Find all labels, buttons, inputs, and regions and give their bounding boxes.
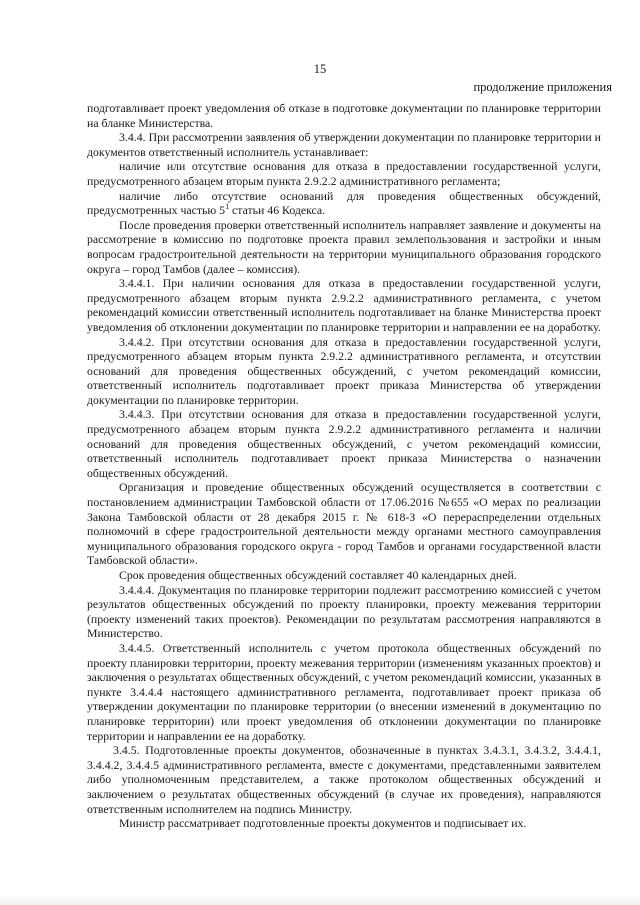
document-body <box>87 101 601 831</box>
scan-edge <box>0 895 640 905</box>
paragraph: подготавливает проект уведомления об отказе в подготовке документации по планировке территории на бланке Министерства. <box>87 101 601 130</box>
superscript: 1 <box>225 202 230 212</box>
paragraph: После проведения проверки ответственный исполнитель направляет заявление и документы на рассмотрение в комиссию по подготовке проекта правил землепользования и застройки и иным вопросам градостроительной деятельности на территории муниципального образования городского округа – город Тамбов (далее – комиссия). <box>87 217 601 276</box>
paragraph: 3.4.4. При рассмотрении заявления об утверждении документации по планировке территории и документов ответственный исполнитель устанавливает: <box>87 130 601 159</box>
paragraph: Организация и проведение общественных обсуждений осуществляется в соответствии с постановлением администрации Тамбовской области от 17.06.2016 №655 «О мерах по реализации Закона Тамбовской области от 28 декабря 2015 г. № 618-З «О перераспределении отдельных полномочий в сфере градостроительной деятельности между органами местного самоуправления муниципального образования городского округа - город Тамбов и органами государственной власти Тамбовской области». <box>87 480 601 568</box>
paragraph: наличие или отсутствие основания для отказа в предоставлении государственной услуги, предусмотренного абзацем вторым пункта 2.9.2.2 административного регламента; <box>87 159 601 188</box>
paragraph: Срок проведения общественных обсуждений составляет 40 календарных дней. <box>119 568 517 582</box>
paragraph: 3.4.4.1. При наличии основания для отказа в предоставлении государственной услуги, предусмотренного абзацем вторым пункта 2.9.2.2 административного регламента, с учетом рекомендаций комиссии ответственный исполнитель подготавливает на бланке Министерства проект уведомления об отклонении документации по планировке территории и направлении ее на доработку. <box>87 276 601 334</box>
paragraph: 3.4.4.4. Документация по планировке территории подлежит рассмотрению комиссией с учетом результатов общественных обсуждений по проекту планировки, проекту межевания территории (проекту изменений таких проектов). Рекомендации по результатам рассмотрения направляются в Министерство. <box>87 582 601 641</box>
paragraph: 3.4.4.5. Ответственный исполнитель с учетом протокола общественных обсуждений по проекту планировки территории, проекту межевания территории (изменениям указанных проектов) и заключения о результатах общественных обсуждений, с учетом рекомендаций комиссии, указанных в пункте 3.4.4.4 настоящего административного регламента, подготавливает проект приказа об утверждении документации по планировке территории (о внесении изменений в документацию по планировке территории) или проект уведомления об отклонении документации по планировке территории и направлении ее на доработку. <box>87 640 601 743</box>
paragraph: Министр рассматривает подготовленные проекты документов и подписывает их. <box>119 816 527 831</box>
paragraph: 3.4.4.2. При отсутствии основания для отказа в предоставлении государственной услуги, предусмотренного абзацем вторым пункта 2.9.2.2 административного регламента, и отсутствии оснований для проведения общественных обсуждений, с учетом рекомендаций комиссии, ответственный исполнитель подготавливает проект приказа Министерства об утверждении документации по планировке территории. <box>87 334 601 407</box>
paragraph: 3.4.4.3. При отсутствии основания для отказа в предоставлении государственной услуги, предусмотренного абзацем вторым пункта 2.9.2.2 административного регламента и наличии оснований для проведения общественных обсуждений, с учетом рекомендаций комиссии, ответственный исполнитель подготавливает проект приказа Министерства о назначении общественных обсуждений. <box>87 407 601 480</box>
page-number: 15 <box>313 62 327 76</box>
continuation-label: продолжение приложения <box>473 80 612 94</box>
paragraph: наличие либо отсутствие оснований для проведения общественных обсуждений, предусмотренных частью $5^1$ статьи 46 Кодекса. <box>87 188 601 218</box>
paragraph: 3.4.5. Подготовленные проекты документов, обозначенные в пунктах 3.4.3.1, 3.4.3.2, 3.4.4.1, 3.4.4.2, 3.4.4.5 административного регламента, вместе с документами, представленными заявителем либо уполномоченным представителем, а также протоколом общественных обсуждений и заключением о результатах общественных обсуждений (в случае их проведения), направляются ответственным исполнителем на подпись Министру. <box>87 743 601 816</box>
